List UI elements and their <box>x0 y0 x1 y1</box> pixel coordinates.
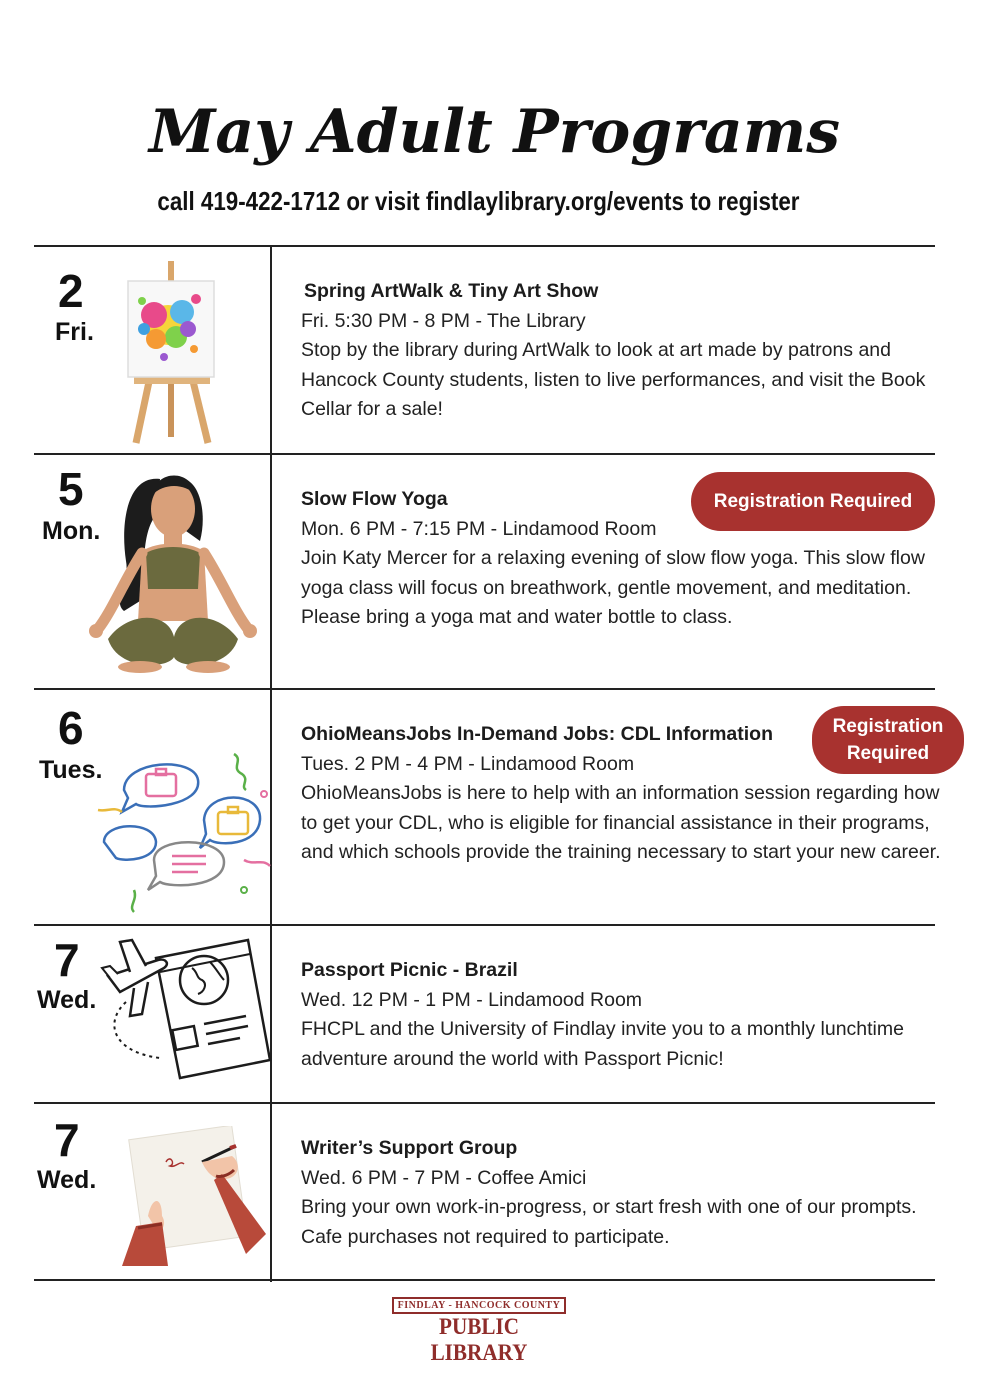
event-name: Spring ArtWalk & Tiny Art Show <box>304 280 599 302</box>
event-description: Join Katy Mercer for a relaxing evening of slow flow yoga. This slow flow yoga class will focus on breathwork, gentle movement, and meditation. Please bring a yoga mat and water bottle to class. <box>301 547 925 628</box>
event-time-location: Tues. 2 PM - 4 PM - Lindamood Room <box>301 752 635 775</box>
event-time-location: Fri. 5:30 PM - 8 PM - The Library <box>301 309 586 332</box>
meditating-woman-icon <box>68 461 272 683</box>
event-description: OhioMeansJobs is here to help with an information session regarding how to get your CDL, who is eligible for financial assistance in their programs, and which schools provide the training necessary to start your new career. <box>301 782 941 863</box>
logo-bottom-text: PUBLIC LIBRARY <box>430 1314 528 1365</box>
event-details <box>301 1134 941 1252</box>
event-time-location: Wed. 6 PM - 7 PM - Coffee Amici <box>301 1166 587 1189</box>
event-row-passport-picnic <box>34 926 935 1102</box>
event-name: Passport Picnic - Brazil <box>301 959 518 981</box>
event-time-location: Mon. 6 PM - 7:15 PM - Lindamood Room <box>301 517 657 540</box>
page-subtitle: call 419-422-1712 or visit findlaylibrary.org/events to register <box>157 186 800 216</box>
event-description: FHCPL and the University of Findlay invite you to a monthly lunchtime adventure around the world with Passport Picnic! <box>301 1018 904 1070</box>
writing-hand-icon <box>118 1126 274 1266</box>
event-day-number: 2 <box>58 265 84 317</box>
event-time-location: Wed. 12 PM - 1 PM - Lindamood Room <box>301 988 643 1011</box>
passport-airplane-icon <box>100 932 276 1100</box>
page-title: May Adult Programs <box>148 97 841 167</box>
event-details <box>301 956 941 1074</box>
event-day-name: Fri. <box>55 318 94 346</box>
event-description: Stop by the library during ArtWalk to look at art made by patrons and Hancock County students, listen to live performances, and visit the Book Cellar for a sale! <box>301 339 926 420</box>
table-divider-bottom <box>34 1279 935 1281</box>
event-day-name: Mon. <box>42 517 101 545</box>
easel-canvas-icon <box>116 257 226 447</box>
event-row-writers-group <box>34 1104 935 1279</box>
event-day-name: Tues. <box>39 756 103 784</box>
event-day-number: 7 <box>54 934 80 986</box>
job-speech-bubbles-icon <box>94 750 274 914</box>
event-day-name: Wed. <box>37 986 97 1014</box>
event-name: Writer’s Support Group <box>301 1137 518 1159</box>
event-details <box>301 277 941 425</box>
event-day-name: Wed. <box>37 1166 97 1194</box>
badge-line: Registration <box>832 716 944 737</box>
registration-required-badge <box>812 706 964 774</box>
logo-top-text: FINDLAY - HANCOCK COUNTY <box>392 1297 566 1314</box>
registration-required-badge: Registration Required <box>691 472 935 531</box>
event-description: Bring your own work-in-progress, or start fresh with one of our prompts. Cafe purchases not required to participate. <box>301 1196 917 1248</box>
library-logo[interactable] <box>392 1297 566 1366</box>
event-row-artwalk <box>34 247 935 453</box>
event-row-cdl <box>34 690 944 924</box>
event-day-number: 6 <box>58 702 84 754</box>
badge-line: Required <box>846 743 930 764</box>
event-name: OhioMeansJobs In-Demand Jobs: CDL Information <box>301 723 774 745</box>
event-row-yoga <box>34 455 935 688</box>
event-name: Slow Flow Yoga <box>301 488 448 510</box>
event-day-number: 7 <box>54 1114 80 1166</box>
event-day-number: 5 <box>58 463 84 515</box>
